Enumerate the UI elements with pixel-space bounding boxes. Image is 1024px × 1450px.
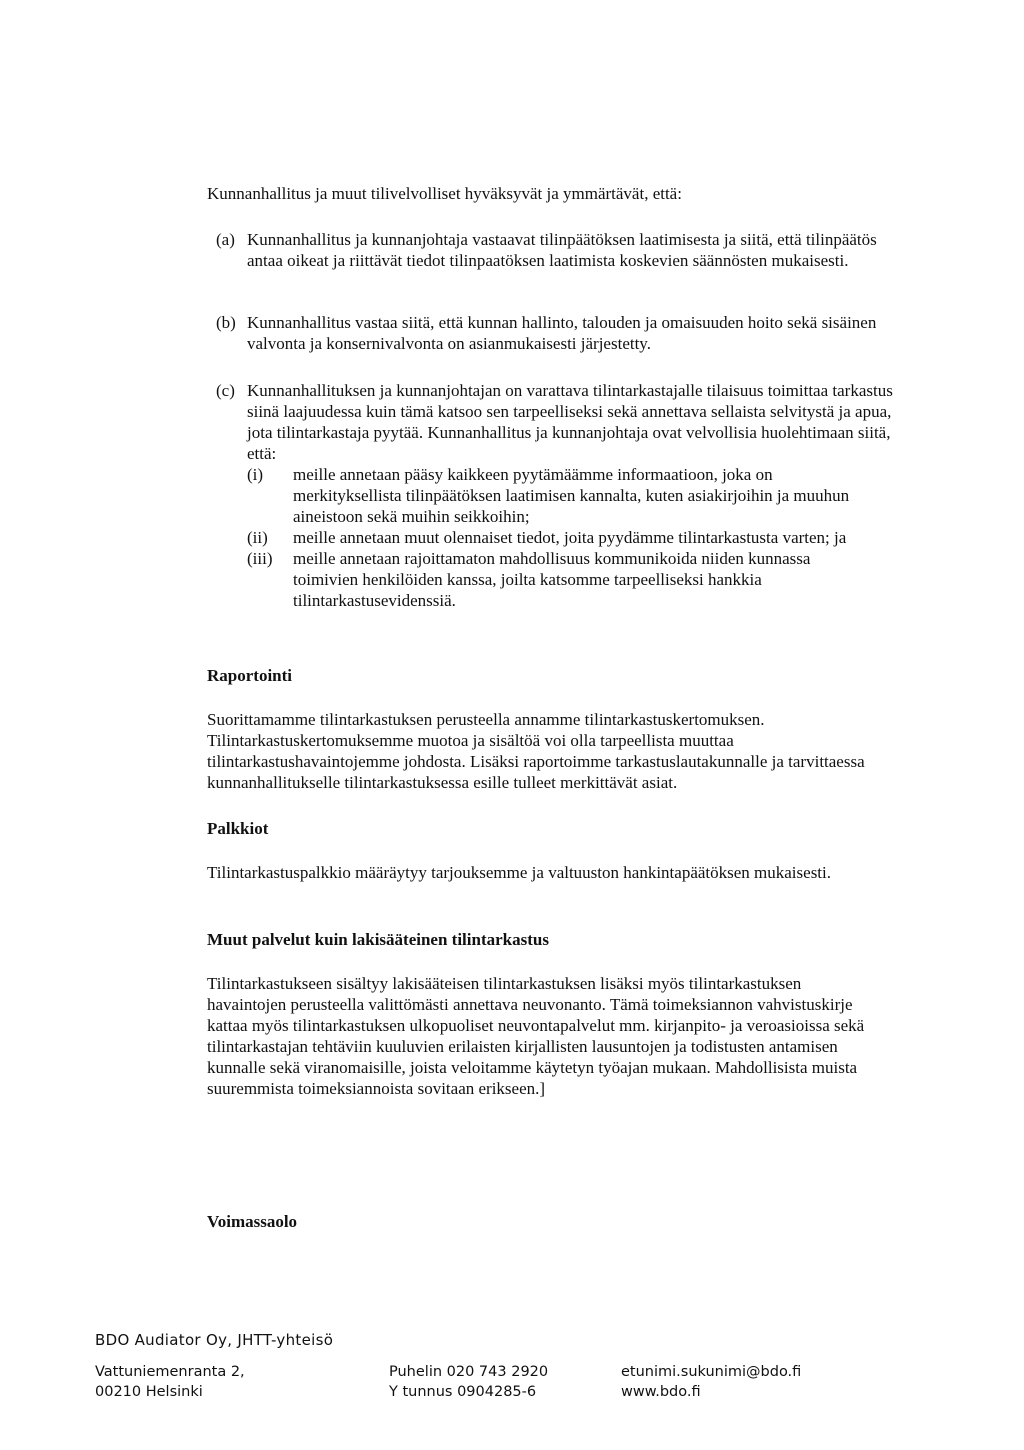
list-item-a (216, 229, 896, 271)
list-marker: (b) (216, 313, 236, 332)
list-marker: (a) (216, 230, 235, 249)
footer-contact (389, 1362, 548, 1402)
footer-address-line: 00210 Helsinki (95, 1384, 203, 1400)
sub-item-text: meille annetaan muut olennaiset tiedot, joita pyydämme tilintarkastusta varten; ja (293, 528, 847, 547)
list-item-b (216, 312, 896, 354)
section-paragraph-raportointi: Suorittamamme tilintarkastuksen perusteella annamme tilintarkastuskertomuksen. Tilintarkastuskertomuksemme muotoa ja sisältöä voi olla tarpeellista muuttaa tilintarkastushavaintojemme johdosta. Lisäksi raportoimme tarkastuslautakunnalle ja tarvittaessa kunnanhallitukselle tilintarkastuksessa esille tulleet merkittävät asiat. (207, 710, 865, 792)
footer-business-id: Y tunnus 0904285-6 (389, 1384, 537, 1400)
footer-website: www.bdo.fi (621, 1384, 701, 1400)
list-item-text: Kunnanhallitus vastaa siitä, että kunnan hallinto, talouden ja omaisuuden hoito sekä sisäinen valvonta ja konsernivalvonta on asianmukaisesti järjestetty. (247, 313, 877, 353)
section-heading-palkkiot: Palkkiot (207, 819, 269, 838)
footer-web (621, 1362, 801, 1402)
list-item-c (216, 380, 896, 611)
sub-item-marker: (i) (247, 465, 264, 484)
section-heading-voimassaolo: Voimassaolo (207, 1212, 298, 1231)
sub-item-text: meille annetaan pääsy kaikkeen pyytämäämme informaatioon, joka on merkityksellista tilinpäätöksen laatimisen kannalta, kuten asiakirjoihin ja muuhun aineistoon sekä muihin seikkoihin; (293, 465, 850, 526)
sub-item-marker: (iii) (247, 549, 273, 568)
list-marker: (c) (216, 381, 235, 400)
footer-address (95, 1362, 245, 1402)
section-paragraph-muut-palvelut: Tilintarkastukseen sisältyy lakisääteisen tilintarkastuksen lisäksi myös tilintarkastuksen havaintojen perusteella valittömästi annettava neuvonanto. Tämä toimeksiannon vahvistuskirje kattaa myös tilintarkastuksen ulkopuoliset neuvontapalvelut mm. kirjanpito- ja veroasioissa sekä tilintarkastajan tehtäviin kuuluvien erilaisten kirjallisten lausuntojen ja todistusten antamisen kunnalle sekä viranomaisille, joista veloitamme käytetyn työajan mukaan. Mahdollisista muista suuremmista toimeksiannoista sovitaan erikseen.] (207, 974, 865, 1098)
footer-company-name: BDO Audiator Oy, JHTT-yhteisö (95, 1331, 334, 1349)
section-heading-raportointi: Raportointi (207, 666, 292, 685)
footer-phone: Puhelin 020 743 2920 (389, 1364, 549, 1380)
footer-email: etunimi.sukunimi@bdo.fi (621, 1364, 802, 1380)
sub-item-i (247, 464, 896, 527)
list-item-text: Kunnanhallituksen ja kunnanjohtajan on varattava tilintarkastajalle tilaisuus toimittaa tarkastus siinä laajuudessa kuin tämä katsoo sen tarpeelliseksi sekä annettava sellaista selvitystä ja apua, jota tilintarkastaja pyytää. Kunnanhallitus ja kunnanjohtaja ovat velvollisia huolehtimaan siitä, että: (247, 381, 893, 463)
sub-item-iii (247, 548, 896, 611)
sub-item-marker: (ii) (247, 528, 268, 547)
section-heading-muut-palvelut: Muut palvelut kuin lakisääteinen tilintarkastus (207, 930, 549, 949)
intro-paragraph: Kunnanhallitus ja muut tilivelvolliset hyväksyvät ja ymmärtävät, että: (207, 184, 682, 203)
section-paragraph-palkkiot: Tilintarkastuspalkkio määräytyy tarjouksemme ja valtuuston hankintapäätöksen mukaisesti. (207, 863, 832, 882)
sub-item-ii (247, 527, 896, 548)
list-item-text: Kunnanhallitus ja kunnanjohtaja vastaavat tilinpäätöksen laatimisesta ja siitä, että tilinpäätös antaa oikeat ja riittävät tiedot tilinpaatöksen laatimista koskevien säännösten mukaisesti. (247, 230, 877, 270)
sub-item-text: meille annetaan rajoittamaton mahdollisuus kommunikoida niiden kunnassa toimivien henkilöiden kanssa, joilta katsomme tarpeelliseksi hankkia tilintarkastusevidenssiä. (293, 549, 811, 610)
footer-address-line: Vattuniemenranta 2, (95, 1364, 245, 1380)
